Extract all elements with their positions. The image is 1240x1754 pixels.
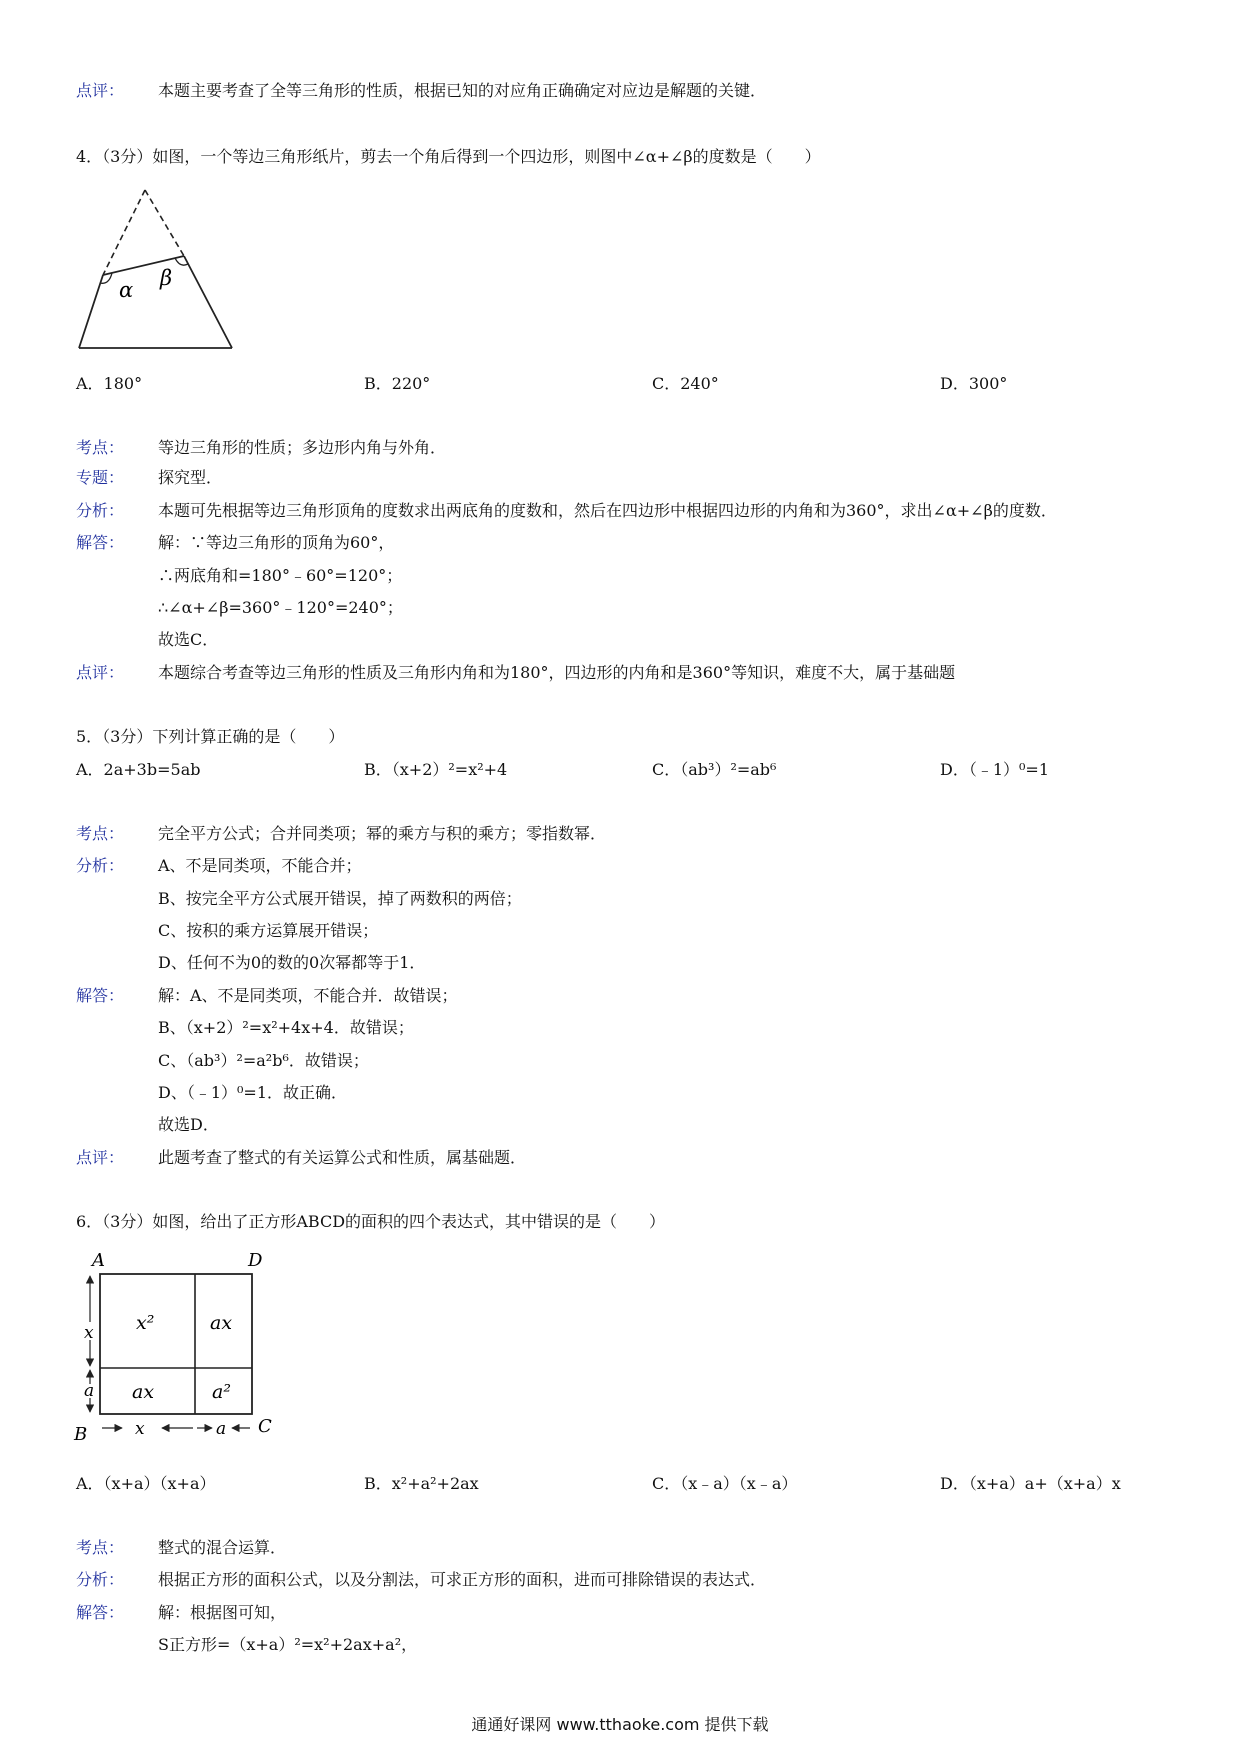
q4-row-text: 本题综合考查等边三角形的性质及三角形内角和为180°，四边形的内角和是360°等知识，难度不大，属于基础题 [158,663,956,682]
q4-row-text: 探究型． [158,468,223,487]
q4-row-text: ∴∠α+∠β=360°﹣120°=240°； [158,598,403,617]
q5-row-text: C、（ab³）²=a²b⁶．故错误； [158,1051,369,1070]
q5-row-text: D、任何不为0的数的0次幂都等于1． [158,953,426,972]
review-text: 本题主要考查了全等三角形的性质，根据已知的对应角正确确定对应边是解题的关键． [158,81,767,100]
q5-option-b: B．（x+2）²=x²+4 [364,760,508,779]
q5-row-text: 此题考查了整式的有关运算公式和性质，属基础题． [158,1148,527,1167]
cut-edge-right [145,190,184,256]
alpha-label: α [119,278,134,302]
q6-row-text: 整式的混合运算． [158,1538,287,1557]
q5-row-text: B、按完全平方公式展开错误，掉了两数积的两倍； [158,889,522,908]
q5-row-label: 考点： [76,824,125,843]
region-x-squared: x² [136,1312,155,1334]
q4-row-label: 分析： [76,501,125,520]
bottom-label-x: x [135,1419,145,1439]
q6-option-a: A．（x+a）（x+a） [76,1474,216,1493]
q5-row-text: A、不是同类项，不能合并； [158,856,362,875]
q4-row-text: 本题可先根据等边三角形顶角的度数求出两底角的度数和，然后在四边形中根据四边形的内角和为360°，求出∠α+∠β的度数． [158,501,1057,520]
q5-row-label: 分析： [76,856,125,875]
q4-row-label: 解答： [76,533,125,552]
q5-row-text: C、按积的乘方运算展开错误； [158,921,379,940]
left-side [79,275,103,348]
q4-row-label: 专题： [76,468,125,487]
page-footer: 通通好课网 www.tthaoke.com 提供下载 [471,1715,769,1734]
right-side [184,256,232,348]
side-label-a: a [84,1381,95,1401]
review-label: 点评： [76,81,125,100]
q6-square-figure [72,1246,282,1442]
q4-row-text: 等边三角形的性质；多边形内角与外角． [158,438,447,457]
q4-row-text: 解：∵等边三角形的顶角为60°， [158,533,395,552]
beta-label: β [160,266,173,290]
q4-row-text: 故选C． [158,630,219,649]
q5-row-text: B、（x+2）²=x²+4x+4．故错误； [158,1018,414,1037]
vertex-d-label: D [248,1250,263,1271]
q5-option-a: A．2a+3b=5ab [76,760,201,779]
q4-option-c: C．240° [652,374,719,393]
q4-row-text: ∴两底角和=180°﹣60°=120°； [158,566,403,585]
q5-row-text: 解：A、不是同类项，不能合并．故错误； [158,986,458,1005]
question-5: 5．（3分）下列计算正确的是（ ） [76,727,345,746]
question-6: 6．（3分）如图，给出了正方形ABCD的面积的四个表达式，其中错误的是（ ） [76,1212,666,1231]
region-a-squared: a² [212,1381,231,1403]
q4-row-label: 考点： [76,438,125,457]
q5-row-text: 完全平方公式；合并同类项；幂的乘方与积的乘方；零指数幂． [158,824,607,843]
region-ax-bottom-left: ax [132,1381,155,1403]
vertex-c-label: C [258,1416,272,1437]
q6-row-label: 解答： [76,1603,125,1622]
q5-option-d: D．（﹣1）⁰=1 [940,760,1050,779]
q5-row-label: 点评： [76,1148,125,1167]
question-4: 4．（3分）如图，一个等边三角形纸片，剪去一个角后得到一个四边形，则图中∠α+∠β的度数是（ ） [76,147,821,166]
q4-triangle-figure [72,184,242,360]
q6-option-c: C．（x﹣a）（x﹣a） [652,1474,798,1493]
q5-option-c: C．（ab³）²=ab⁶ [652,760,777,779]
q5-row-text: D、（﹣1）⁰=1．故正确． [158,1083,348,1102]
q4-option-b: B．220° [364,374,431,393]
q4-row-label: 点评： [76,663,125,682]
vertex-b-label: B [74,1424,88,1442]
q5-row-text: 故选D． [158,1115,219,1134]
bottom-label-a: a [216,1419,227,1439]
q6-row-text: S正方形=（x+a）²=x²+2ax+a²， [158,1635,418,1654]
q6-row-label: 考点： [76,1538,125,1557]
q5-row-label: 解答： [76,986,125,1005]
q4-option-a: A．180° [76,374,143,393]
side-label-x: x [84,1323,94,1343]
q6-row-text: 解：根据图可知， [158,1603,287,1622]
q6-option-d: D．（x+a）a+（x+a）x [940,1474,1121,1493]
q6-option-b: B．x²+a²+2ax [364,1474,479,1493]
region-ax-top-right: ax [210,1312,233,1334]
q4-option-d: D．300° [940,374,1008,393]
cut-edge-left [103,190,145,275]
vertex-a-label: A [92,1250,105,1271]
q6-row-text: 根据正方形的面积公式，以及分割法，可求正方形的面积，进而可排除错误的表达式． [158,1570,767,1589]
q6-row-label: 分析： [76,1570,125,1589]
